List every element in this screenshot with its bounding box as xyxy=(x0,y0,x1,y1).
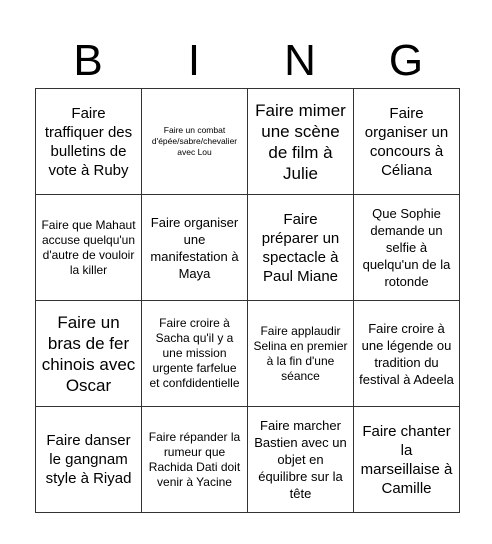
bingo-cell[interactable] xyxy=(353,300,460,407)
bingo-header xyxy=(35,36,459,86)
cell-text: Faire que Mahaut accuse quelqu'un d'autre de vouloir la killer xyxy=(41,217,136,277)
header-letter-i: I xyxy=(187,36,201,85)
bingo-cell[interactable] xyxy=(141,88,248,195)
bingo-cell[interactable] xyxy=(353,194,460,301)
bingo-cell[interactable] xyxy=(141,406,248,513)
bingo-cell[interactable] xyxy=(35,300,142,407)
cell-text: Faire mimer une scène de film à Julie xyxy=(255,100,346,183)
bingo-cell[interactable] xyxy=(35,88,142,195)
cell-text: Faire organiser un concours à Céliana xyxy=(364,104,449,179)
bingo-cell[interactable] xyxy=(353,88,460,195)
bingo-grid xyxy=(35,88,459,512)
header-letter-g: G xyxy=(388,36,424,85)
bingo-cell[interactable] xyxy=(247,194,354,301)
bingo-cell[interactable] xyxy=(35,194,142,301)
bingo-cell[interactable] xyxy=(141,300,248,407)
bingo-cell[interactable] xyxy=(247,406,354,513)
cell-text: Faire un combat d'épée/sabre/chevalier avec Lou xyxy=(151,125,238,157)
bingo-cell[interactable] xyxy=(247,88,354,195)
cell-text: Faire chanter la marseillaise à Camille xyxy=(360,422,453,497)
cell-text: Faire marcher Bastien avec un objet en équilibre sur la tête xyxy=(254,418,347,501)
header-letter-n: N xyxy=(284,36,316,85)
cell-text: Faire croire à Sacha qu'il y a une mission urgente farfelue et confdidentielle xyxy=(149,316,240,390)
cell-text: Faire un bras de fer chinois avec Oscar xyxy=(41,312,136,395)
cell-text: Faire répander la rumeur que Rachida Dati doit venir à Yacine xyxy=(148,429,241,489)
bingo-cell[interactable] xyxy=(247,300,354,407)
header-letter-b: B xyxy=(73,36,103,85)
cell-text: Faire préparer un spectacle à Paul Miane xyxy=(261,210,340,285)
cell-text: Faire danser le gangnam style à Riyad xyxy=(45,432,132,487)
bingo-cell[interactable] xyxy=(353,406,460,513)
cell-text: Que Sophie demande un selfie à quelqu'un de la rotonde xyxy=(362,206,451,289)
cell-text: Faire traffiquer des bulletins de vote à Ruby xyxy=(44,104,133,179)
cell-text: Faire croire à une légende ou tradition du festival à Adeela xyxy=(359,320,454,387)
cell-text: Faire applaudir Selina en premier à la fin d'une séance xyxy=(253,323,348,383)
bingo-cell[interactable] xyxy=(141,194,248,301)
bingo-cell[interactable] xyxy=(35,406,142,513)
cell-text: Faire organiser une manifestation à Maya xyxy=(150,214,239,281)
